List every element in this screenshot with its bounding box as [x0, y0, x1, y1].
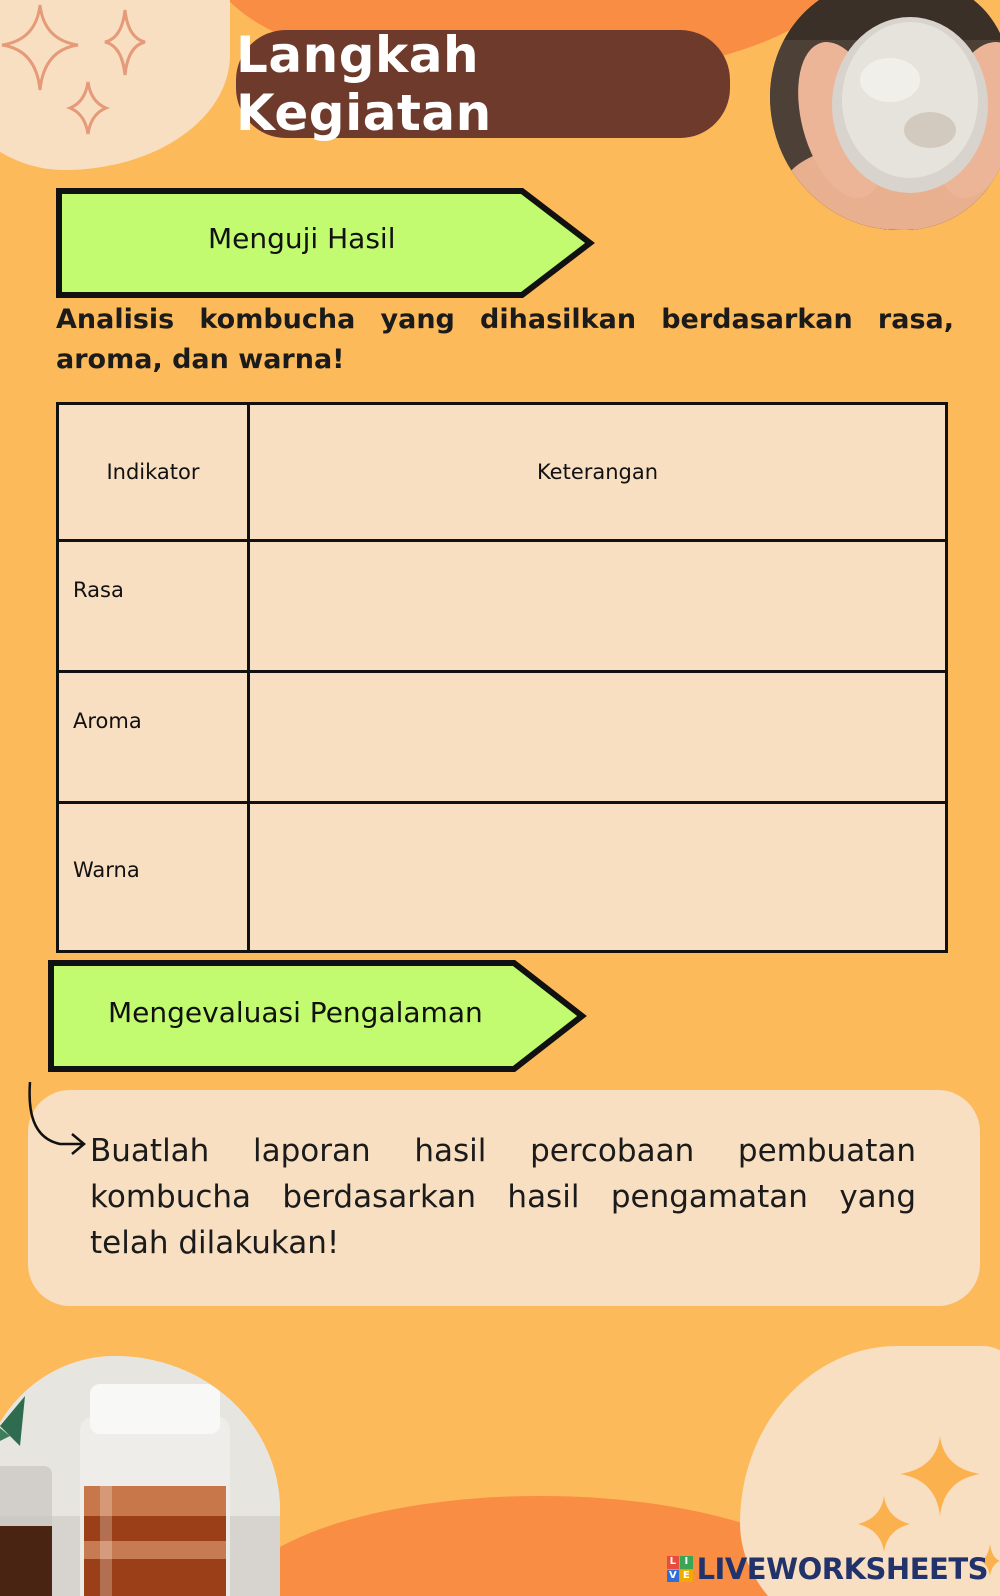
section-arrow-menguji-hasil	[56, 188, 596, 298]
sparkle-icon	[2, 5, 78, 90]
keterangan-answer-cell[interactable]	[249, 672, 947, 803]
sparkle-icon	[70, 82, 106, 134]
keterangan-answer-cell[interactable]	[249, 803, 947, 952]
sparkle-icon-group-top	[0, 0, 160, 150]
sparkle-icon	[858, 1496, 910, 1552]
table-row	[58, 672, 947, 803]
table-header-row	[58, 404, 947, 541]
liveworksheets-logo-icon: L I V E	[667, 1556, 693, 1582]
indikator-cell: Warna	[58, 803, 249, 952]
sparkle-icon	[105, 10, 145, 75]
indikator-cell: Rasa	[58, 541, 249, 672]
column-header-keterangan: Keterangan	[249, 404, 947, 541]
table-row	[58, 541, 947, 672]
curl-arrow-icon	[20, 1080, 100, 1160]
column-header-indikator: Indikator	[58, 404, 249, 541]
observation-table	[56, 402, 948, 953]
section-arrow-mengevaluasi	[48, 960, 588, 1072]
table-row	[58, 803, 947, 952]
sparkle-icon	[900, 1436, 980, 1516]
report-instruction-line1: Buatlah laporan hasil percobaan pembuatan	[90, 1133, 916, 1169]
brand-name: LIVEWORKSHEETS	[696, 1552, 988, 1586]
keterangan-answer-cell[interactable]	[249, 541, 947, 672]
report-instruction-text	[90, 1128, 916, 1266]
kombucha-jars-photo	[0, 1356, 280, 1596]
title-banner	[236, 26, 730, 142]
section-heading-menguji-hasil: Menguji Hasil	[208, 222, 396, 255]
section-heading-mengevaluasi: Mengevaluasi Pengalaman	[108, 996, 483, 1029]
page-title: Langkah Kegiatan	[236, 26, 492, 142]
analysis-instruction: Analisis kombucha yang dihasilkan berdasarkan rasa, aroma, dan warna!	[56, 304, 954, 375]
indikator-cell: Aroma	[58, 672, 249, 803]
liveworksheets-brand	[667, 1552, 988, 1586]
report-instruction-rest: kombucha berdasarkan hasil pengamatan yang telah dilakukan!	[90, 1179, 916, 1261]
scoby-photo	[770, 0, 1000, 230]
